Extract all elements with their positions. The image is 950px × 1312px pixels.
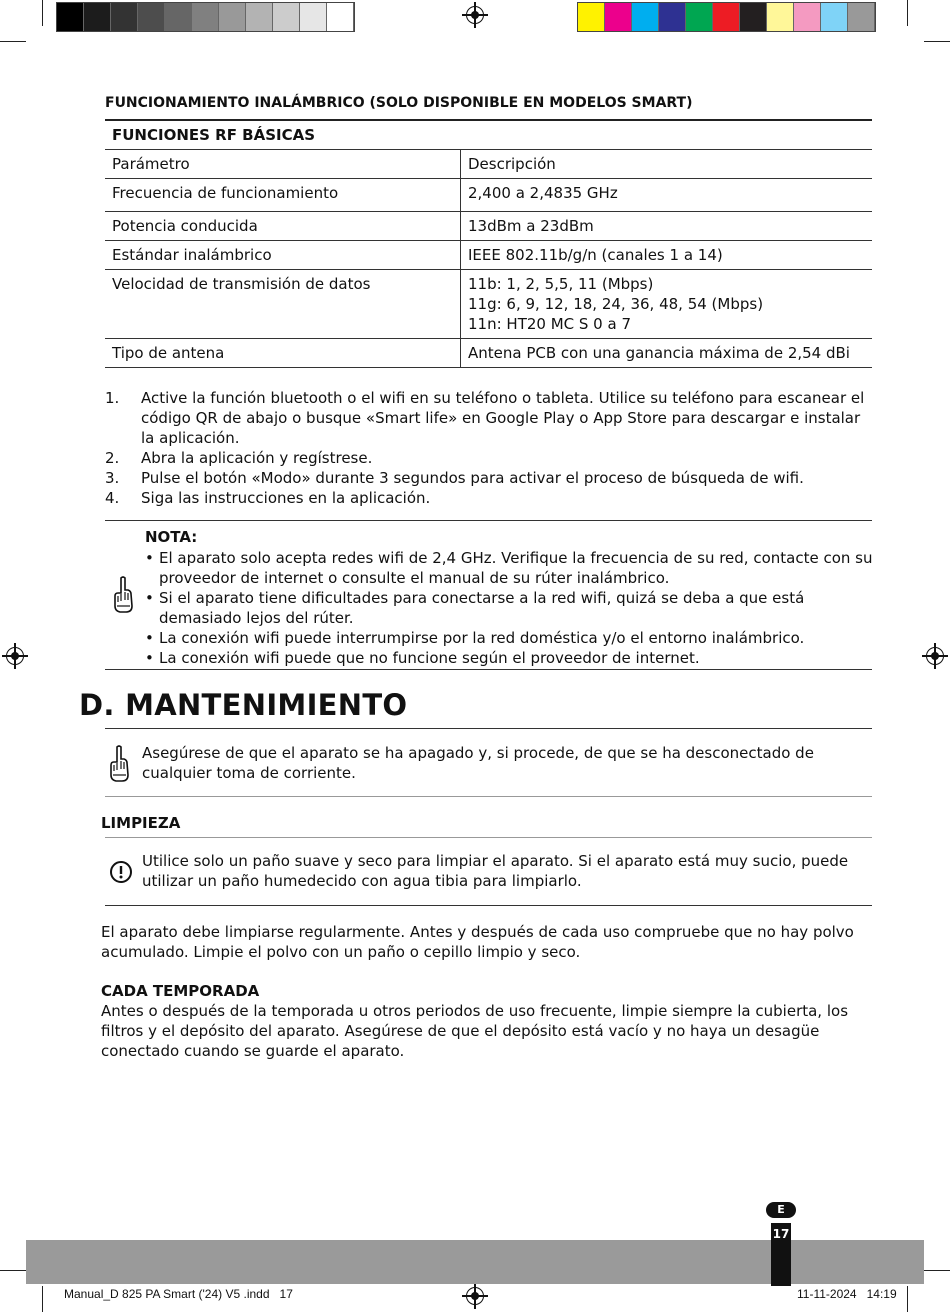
color-swatch bbox=[165, 3, 192, 31]
color-swatch bbox=[300, 3, 327, 31]
crop-mark bbox=[42, 1286, 43, 1312]
bullet-icon: • bbox=[145, 649, 154, 667]
list-item: • Si el aparato tiene dificultades para conectarse a la red wifi, quizá se deba a que está demasiado lejos del rúter. bbox=[145, 589, 805, 627]
row-description: 2,400 a 2,4835 GHz bbox=[461, 179, 873, 212]
bullet-icon: • bbox=[145, 549, 154, 567]
list-item: • La conexión wifi puede interrumpirse por la red doméstica y/o el entorno inalámbrico. bbox=[145, 629, 805, 647]
color-swatch bbox=[57, 3, 84, 31]
cleaning-heading: LIMPIEZA bbox=[101, 814, 181, 832]
process-color-bar bbox=[577, 2, 876, 32]
color-swatch bbox=[84, 3, 111, 31]
note-title: NOTA: bbox=[145, 528, 198, 546]
divider bbox=[105, 728, 872, 729]
maintenance-heading: D. MANTENIMIENTO bbox=[79, 688, 408, 722]
list-item: 3. Pulse el botón «Modo» durante 3 segundos para activar el proceso de búsqueda de wifi. bbox=[105, 469, 804, 487]
divider bbox=[105, 837, 872, 838]
list-item: • El aparato solo acepta redes wifi de 2,4 GHz. Verifique la frecuencia de su red, contacte con su proveedor de internet o consulte el manual de su rúter inalámbrico. bbox=[145, 549, 873, 587]
registration-mark-icon bbox=[6, 647, 24, 665]
color-swatch bbox=[740, 3, 767, 31]
color-swatch bbox=[327, 3, 354, 31]
list-item: • La conexión wifi puede que no funcione según el proveedor de internet. bbox=[145, 649, 700, 667]
color-swatch bbox=[605, 3, 632, 31]
color-swatch bbox=[767, 3, 794, 31]
crop-mark bbox=[907, 0, 908, 26]
table-row bbox=[105, 241, 872, 270]
header-description: Descripción bbox=[461, 150, 873, 179]
row-description: 13dBm a 23dBm bbox=[461, 212, 873, 241]
color-swatch bbox=[794, 3, 821, 31]
row-parameter: Frecuencia de funcionamiento bbox=[105, 179, 461, 212]
language-badge: E bbox=[766, 1202, 796, 1218]
season-paragraph: Antes o después de la temporada u otros periodos de uso frecuente, limpie siempre la cubierta, los filtros y el depósito del aparato. Asegúrese de que el depósito está vacío y no haya un desagüe conectado cuando se guarde el aparato. bbox=[101, 1002, 849, 1060]
color-swatch bbox=[659, 3, 686, 31]
crop-mark bbox=[0, 1270, 26, 1271]
registration-mark-icon bbox=[466, 6, 484, 24]
table-row bbox=[105, 270, 872, 339]
power-warning-text: Asegúrese de que el aparato se ha apagado y, si procede, de que se ha desconectado de cualquier toma de corriente. bbox=[142, 744, 814, 782]
row-description: Antena PCB con una ganancia máxima de 2,54 dBi bbox=[461, 339, 873, 368]
crop-mark bbox=[907, 1286, 908, 1312]
registration-mark-icon bbox=[926, 647, 944, 665]
speed-line: 11n: HT20 MC S 0 a 7 bbox=[468, 315, 632, 333]
row-description bbox=[461, 270, 873, 339]
color-swatch bbox=[138, 3, 165, 31]
table-caption: FUNCIONES RF BÁSICAS bbox=[105, 120, 872, 150]
print-date: 11-11-2024 14:19 bbox=[797, 1287, 897, 1301]
color-swatch bbox=[686, 3, 713, 31]
cleaning-paragraph: El aparato debe limpiarse regularmente. Antes y después de cada uso compruebe que no hay polvo acumulado. Limpie el polvo con un paño o cepillo limpio y seco. bbox=[101, 923, 854, 961]
list-item: 2. Abra la aplicación y regístrese. bbox=[105, 449, 373, 467]
rf-functions-table bbox=[105, 119, 872, 368]
table-header-row bbox=[105, 150, 872, 179]
note-content bbox=[145, 527, 873, 668]
page-number: 17 bbox=[771, 1223, 791, 1286]
row-parameter: Potencia conducida bbox=[105, 212, 461, 241]
wireless-section-title: FUNCIONAMIENTO INALÁMBRICO (SOLO DISPONIBLE EN MODELOS SMART) bbox=[105, 95, 693, 111]
pointing-hand-icon bbox=[112, 576, 134, 614]
table-row bbox=[105, 212, 872, 241]
crop-mark bbox=[924, 41, 950, 42]
crop-mark bbox=[0, 41, 26, 42]
divider bbox=[105, 796, 872, 797]
setup-steps-list bbox=[105, 388, 875, 508]
speed-line: 11g: 6, 9, 12, 18, 24, 36, 48, 54 (Mbps) bbox=[468, 295, 764, 313]
row-parameter: Velocidad de transmisión de datos bbox=[105, 270, 461, 339]
pointing-hand-icon bbox=[108, 745, 130, 783]
speed-line: 11b: 1, 2, 5,5, 11 (Mbps) bbox=[468, 275, 654, 293]
registration-mark-icon bbox=[466, 1287, 484, 1305]
header-parameter: Parámetro bbox=[105, 150, 461, 179]
list-item: 1. Active la función bluetooth o el wifi en su teléfono o tableta. Utilice su teléfono para escanear el código QR de abajo o busque «Smart life» en Google Play o App Store para descargar e instalar la aplicación. bbox=[105, 389, 865, 447]
gray-color-bar bbox=[56, 2, 355, 32]
color-swatch bbox=[273, 3, 300, 31]
color-swatch bbox=[821, 3, 848, 31]
color-swatch bbox=[632, 3, 659, 31]
bullet-icon: • bbox=[145, 629, 154, 647]
crop-mark bbox=[924, 1270, 950, 1271]
list-item: 4. Siga las instrucciones en la aplicación. bbox=[105, 489, 431, 507]
file-slug: Manual_D 825 PA Smart ('24) V5 .indd 17 bbox=[64, 1287, 293, 1301]
crop-mark bbox=[42, 0, 43, 26]
color-swatch bbox=[848, 3, 875, 31]
row-description: IEEE 802.11b/g/n (canales 1 a 14) bbox=[461, 241, 873, 270]
color-swatch bbox=[246, 3, 273, 31]
season-heading: CADA TEMPORADA bbox=[101, 982, 260, 1000]
color-swatch bbox=[713, 3, 740, 31]
bullet-icon: • bbox=[145, 589, 154, 607]
row-parameter: Estándar inalámbrico bbox=[105, 241, 461, 270]
caution-icon bbox=[109, 860, 133, 884]
divider bbox=[105, 905, 872, 906]
row-parameter: Tipo de antena bbox=[105, 339, 461, 368]
color-swatch bbox=[192, 3, 219, 31]
cleaning-caution-text: Utilice solo un paño suave y seco para limpiar el aparato. Si el aparato está muy sucio, puede utilizar un paño humedecido con agua tibia para limpiarlo. bbox=[142, 852, 849, 890]
color-swatch bbox=[219, 3, 246, 31]
color-swatch bbox=[111, 3, 138, 31]
color-swatch bbox=[578, 3, 605, 31]
table-row bbox=[105, 339, 872, 368]
table-row bbox=[105, 179, 872, 212]
